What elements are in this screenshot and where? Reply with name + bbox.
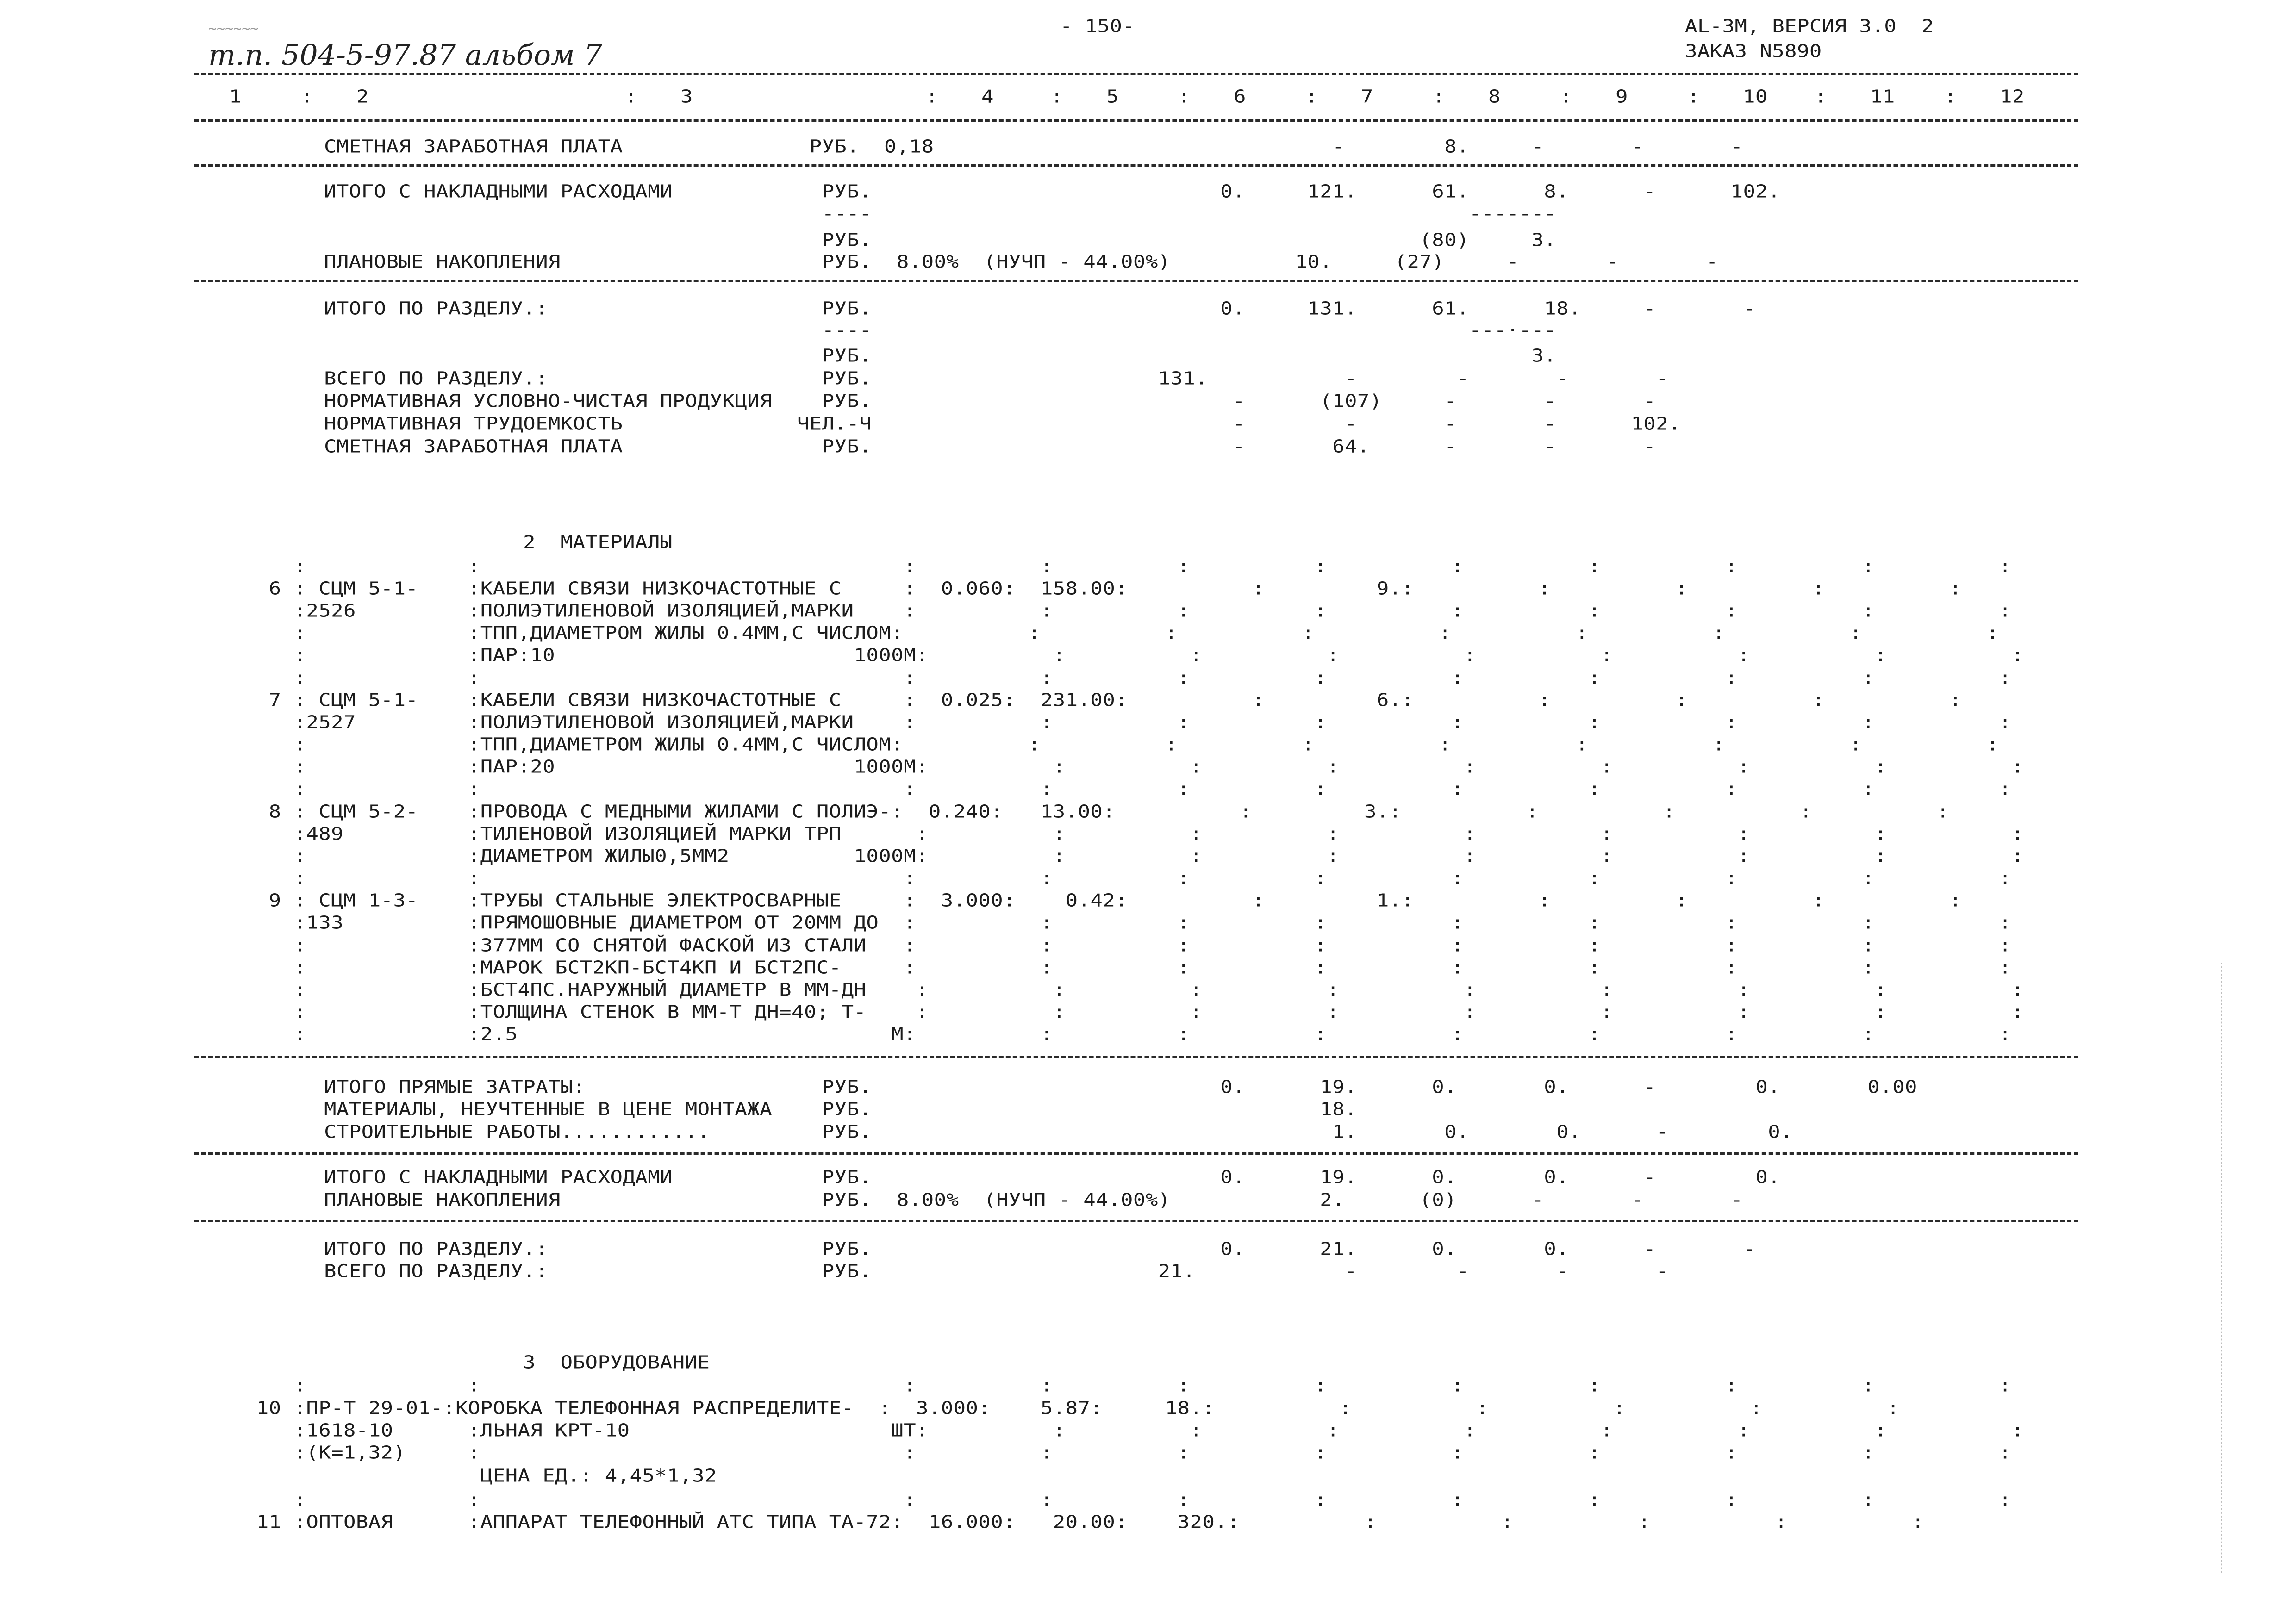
estimate-line: ---- ---·--- — [324, 320, 1557, 341]
estimate-line: : :ТПП,ДИАМЕТРОМ ЖИЛЫ 0.4ММ,С ЧИСЛОМ: : : : : : : : : — [231, 622, 1999, 644]
page-number: - 150- — [1060, 16, 1135, 37]
estimate-line: ИТОГО С НАКЛАДНЫМИ РАСХОДАМИ РУБ. 0. 121. 61. 8. - 102. — [324, 181, 1781, 202]
column-separator: : — [1433, 86, 1445, 107]
estimate-line: ИТОГО ПРЯМЫЕ ЗАТРАТЫ: РУБ. 0. 19. 0. 0. - 0. 0.00 — [324, 1076, 1917, 1098]
estimate-line: : :МАРОК БСТ2КП-БСТ4КП И БСТ2ПС- : : : : : : : : : — [231, 957, 2012, 978]
column-number: 11 — [1870, 86, 1895, 107]
estimate-line: РУБ. 3. — [324, 345, 1557, 367]
column-separator: : — [1815, 86, 1827, 107]
section-rule — [194, 1152, 2078, 1155]
column-separator: : — [301, 86, 313, 107]
estimate-line: ПЛАНОВЫЕ НАКОПЛЕНИЯ РУБ. 8.00% (НУЧП - 44.00%) 10. (27) - - - — [324, 251, 1718, 273]
section-rule — [194, 1220, 2078, 1222]
software-version: AL-3М, ВЕРСИЯ 3.0 2 — [1685, 16, 1934, 37]
column-number: 4 — [981, 86, 994, 107]
estimate-line: 8 : СЦМ 5-2- :ПРОВОДА С МЕДНЫМИ ЖИЛАМИ С ПОЛИЭ-: 0.240: 13.00: : 3.: : : : : — [231, 801, 1949, 822]
estimate-line: : :ДИАМЕТРОМ ЖИЛЫ0,5ММ2 1000М: : : : : : : : : — [231, 846, 2024, 867]
estimate-line: ЦЕНА ЕД.: 4,45*1,32 — [231, 1465, 717, 1487]
estimate-line: : : : : : : : : : : : — [231, 1375, 2012, 1396]
column-number: 3 — [680, 86, 693, 107]
estimate-line: : : : : : : : : : : : — [231, 868, 2012, 889]
column-number: 5 — [1106, 86, 1119, 107]
column-separator: : — [1305, 86, 1318, 107]
estimate-line: : :377ММ СО СНЯТОЙ ФАСКОЙ ИЗ СТАЛИ : : : : : : : : : — [231, 935, 2012, 956]
estimate-line: 2 МАТЕРИАЛЫ — [523, 532, 673, 553]
estimate-line: : : : : : : : : : : : — [231, 778, 2012, 800]
estimate-line: 6 : СЦМ 5-1- :КАБЕЛИ СВЯЗИ НИЗКОЧАСТОТНЫЕ С : 0.060: 158.00: : 9.: : : : : — [231, 578, 1962, 599]
column-separator: : — [1687, 86, 1700, 107]
estimate-line: 9 : СЦМ 1-3- :ТРУБЫ СТАЛЬНЫЕ ЭЛЕКТРОСВАРНЫЕ : 3.000: 0.42: : 1.: : : : : — [231, 890, 1962, 911]
estimate-line: :(К=1,32) : : : : : : : : : : — [231, 1442, 2012, 1463]
column-separator: : — [1560, 86, 1572, 107]
estimate-line: : :ТПП,ДИАМЕТРОМ ЖИЛЫ 0.4ММ,С ЧИСЛОМ: : : : : : : : : — [231, 734, 1999, 755]
header-top-rule — [194, 73, 2078, 75]
estimate-line: :2527 :ПОЛИЭТИЛЕНОВОЙ ИЗОЛЯЦИЕЙ,МАРКИ : : : : : : : : : — [231, 712, 2012, 733]
estimate-line: ИТОГО С НАКЛАДНЫМИ РАСХОДАМИ РУБ. 0. 19. 0. 0. - 0. — [324, 1167, 1781, 1188]
estimate-line: :489 :ТИЛЕНОВОЙ ИЗОЛЯЦИЕЙ МАРКИ ТРП : : : : : : : : : — [231, 823, 2024, 845]
estimate-line: НОРМАТИВНАЯ УСЛОВНО-ЧИСТАЯ ПРОДУКЦИЯ РУБ. - (107) - - - — [324, 391, 1656, 412]
estimate-line: :133 :ПРЯМОШОВНЫЕ ДИАМЕТРОМ ОТ 20ММ ДО : : : : : : : : : — [231, 912, 2012, 933]
estimate-line: : :ПАР:10 1000М: : : : : : : : : — [231, 645, 2024, 666]
estimate-line: 10 :ПР-Т 29-01-:КОРОБКА ТЕЛЕФОННАЯ РАСПРЕДЕЛИТЕ- : 3.000: 5.87: 18.: : : : : : — [231, 1398, 1900, 1419]
estimate-line: : : : : : : : : : : : — [231, 556, 2012, 577]
estimate-line: СТРОИТЕЛЬНЫЕ РАБОТЫ............ РУБ. 1. 0. 0. - 0. — [324, 1121, 1793, 1143]
estimate-line: ВСЕГО ПО РАЗДЕЛУ.: РУБ. 131. - - - - — [324, 368, 1669, 389]
column-separator: : — [1178, 86, 1191, 107]
column-number: 10 — [1743, 86, 1768, 107]
column-number: 2 — [356, 86, 369, 107]
column-number: 7 — [1361, 86, 1373, 107]
estimate-line: ИТОГО ПО РАЗДЕЛУ.: РУБ. 0. 131. 61. 18. - - — [324, 298, 1756, 319]
section-rule — [194, 164, 2078, 167]
estimate-line: МАТЕРИАЛЫ, НЕУЧТЕННЫЕ В ЦЕНЕ МОНТАЖА РУБ. 18. — [324, 1099, 1357, 1120]
order-number: ЗАКАЗ N5890 — [1685, 41, 1822, 62]
estimate-line: СМЕТНАЯ ЗАРАБОТНАЯ ПЛАТА РУБ. 0,18 - 8. - - - — [324, 136, 1743, 157]
column-number: 12 — [2000, 86, 2025, 107]
estimate-line: : :2.5 М: : : : : : : : : — [231, 1024, 2012, 1045]
estimate-line: НОРМАТИВНАЯ ТРУДОЕМКОСТЬ ЧЕЛ.-Ч - - - - 102. — [324, 413, 1681, 435]
estimate-line: СМЕТНАЯ ЗАРАБОТНАЯ ПЛАТА РУБ. - 64. - - - — [324, 436, 1656, 457]
section-rule — [194, 280, 2078, 282]
estimate-line: 11 :ОПТОВАЯ :АППАРАТ ТЕЛЕФОННЫЙ АТС ТИПА ТА-72: 16.000: 20.00: 320.: : : : : : — [231, 1512, 1925, 1533]
estimate-line: ВСЕГО ПО РАЗДЕЛУ.: РУБ. 21. - - - - — [324, 1261, 1669, 1282]
header-bottom-rule — [194, 119, 2078, 122]
estimate-line: : : : : : : : : : : : — [231, 667, 2012, 689]
column-separator: : — [926, 86, 938, 107]
column-separator: : — [625, 86, 637, 107]
column-number: 8 — [1488, 86, 1501, 107]
column-separator: : — [1944, 86, 1957, 107]
estimate-line: 7 : СЦМ 5-1- :КАБЕЛИ СВЯЗИ НИЗКОЧАСТОТНЫЕ С : 0.025: 231.00: : 6.: : : : : — [231, 690, 1962, 711]
scan-edge-dots — [2221, 963, 2222, 1574]
column-number: 1 — [229, 86, 242, 107]
estimate-line: : : : : : : : : : : : — [231, 1489, 2012, 1511]
section-rule — [194, 1056, 2078, 1058]
estimate-line: ИТОГО ПО РАЗДЕЛУ.: РУБ. 0. 21. 0. 0. - - — [324, 1238, 1756, 1260]
column-number: 6 — [1234, 86, 1246, 107]
estimate-line: 3 ОБОРУДОВАНИЕ — [523, 1352, 710, 1373]
estimate-line: ---- ------- — [324, 203, 1557, 224]
handwritten-album-note: т.п. 504-5-97.87 альбом 7 — [208, 38, 602, 72]
estimate-line: : :ПАР:20 1000М: : : : : : : : : — [231, 756, 2024, 778]
column-separator: : — [1051, 86, 1063, 107]
column-number: 9 — [1616, 86, 1628, 107]
estimate-line: :1618-10 :ЛЬНАЯ КРТ-10 ШТ: : : : : : : : : — [231, 1420, 2024, 1441]
estimate-line: :2526 :ПОЛИЭТИЛЕНОВОЙ ИЗОЛЯЦИЕЙ,МАРКИ : : : : : : : : : — [231, 600, 2012, 622]
estimate-line: : :ТОЛЩИНА СТЕНОК В ММ-Т ДН=40; Т- : : : : : : : : : — [231, 1002, 2024, 1023]
estimate-line: : :БСТ4ПС.НАРУЖНЫЙ ДИАМЕТР В ММ-ДН : : : : : : : : : — [231, 979, 2024, 1001]
estimate-line: ПЛАНОВЫЕ НАКОПЛЕНИЯ РУБ. 8.00% (НУЧП - 44.00%) 2. (0) - - - — [324, 1189, 1743, 1211]
estimate-line: РУБ. (80) 3. — [324, 230, 1557, 251]
header-faint-mark: ~~~~~~ — [208, 21, 259, 37]
